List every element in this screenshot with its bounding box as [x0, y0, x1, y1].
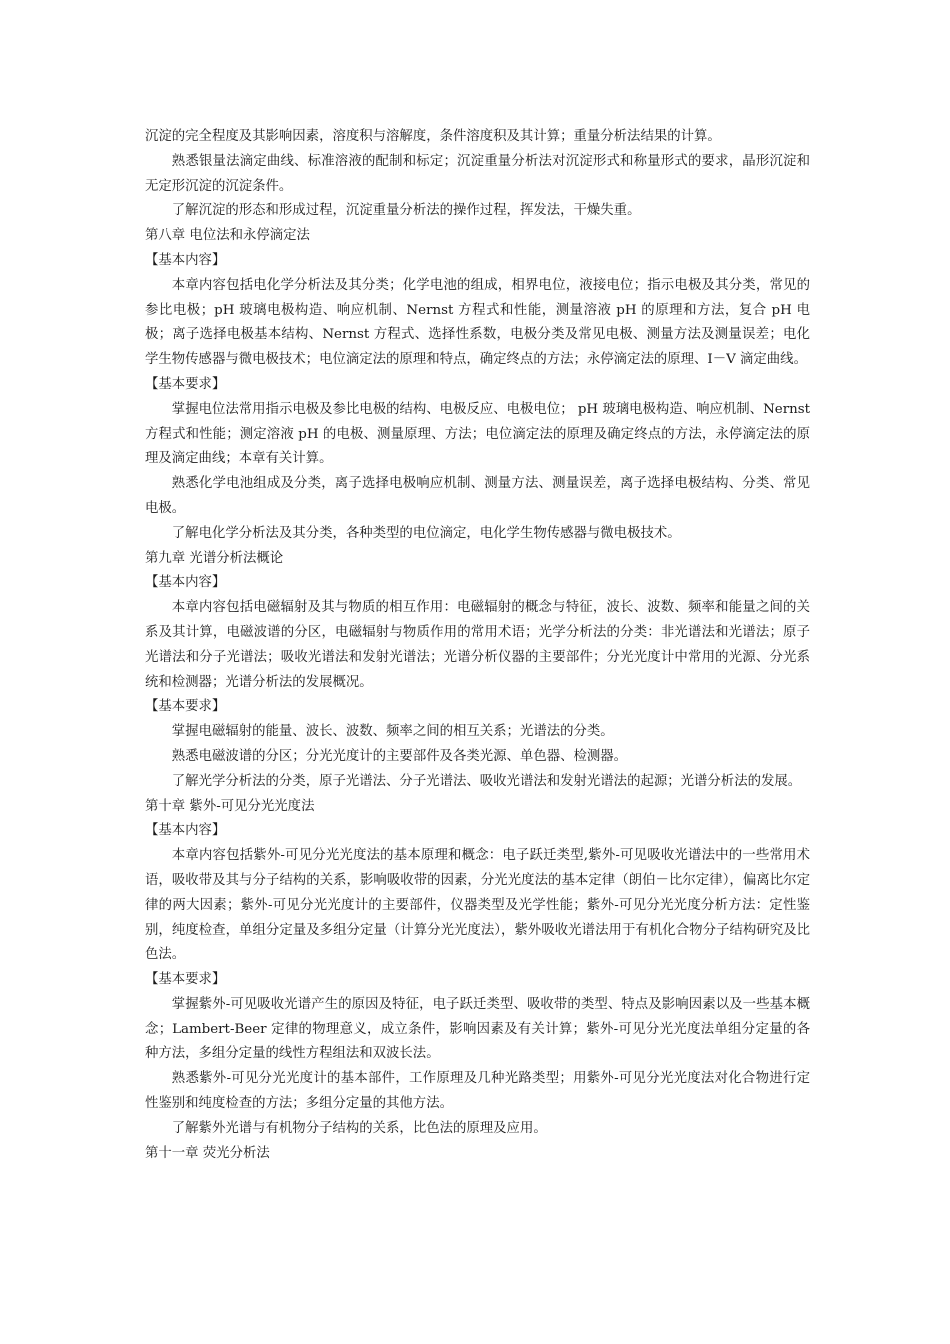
paragraph-ch10-content: 本章内容包括紫外-可见分光光度法的基本原理和概念：电子跃迁类型,紫外-可见吸收光谱法中的一些常用术语，吸收带及其与分子结构的关系，影响吸收带的因素，分光光度法的基本定律（朗伯－比尔定律），偏离比尔定律的两大因素；紫外-可见分光光度计的主要部件，仪器类型及光学性能；紫外-可见分光光度分析方法：定性鉴别，纯度检查，单组分定量及多组分定量（计算分光光度法），紫外吸收光谱法用于有机化合物分子结构研究及比色法。	[145, 848, 810, 963]
paragraph-continuation: 沉淀的完全程度及其影响因素，溶度积与溶解度，条件溶度积及其计算；重量分析法结果的计算。	[145, 129, 721, 144]
paragraph-ch9-familiar: 熟悉电磁波谱的分区；分光光度计的主要部件及各类光源、单色器、检测器。	[171, 748, 628, 764]
section-basic-content: 【基本内容】	[145, 575, 226, 591]
paragraph-ch9-master: 掌握电磁辐射的能量、波长、波数、频率之间的相互关系；光谱法的分类。	[171, 724, 614, 740]
paragraph-ch8-master: 掌握电位法常用指示电极及参比电极的结构、电极反应、电极电位； pH 玻璃电极构造、响应机制、Nernst 方程式和性能；测定溶液 pH 的电极、测量原理、方法；电位滴定法的原理及确定终点的方法，永停滴定法的原理及滴定曲线；本章有关计算。	[145, 401, 810, 467]
chapter-10-title: 第十章 紫外-可见分光光度法	[145, 798, 315, 814]
section-basic-content: 【基本内容】	[145, 823, 226, 839]
chapter-11-title: 第十一章 荧光分析法	[145, 1145, 270, 1161]
document-page	[145, 125, 810, 1166]
paragraph-ch9-content: 本章内容包括电磁辐射及其与物质的相互作用：电磁辐射的概念与特征，波长、波数、频率和能量之间的关系及其计算，电磁波谱的分区，电磁辐射与物质作用的常用术语；光学分析法的分类：非光谱法和光谱法；原子光谱法和分子光谱法；吸收光谱法和发射光谱法；光谱分析仪器的主要部件；分光光度计中常用的光源、分光系统和检测器；光谱分析法的发展概况。	[145, 600, 810, 690]
section-basic-requirements: 【基本要求】	[145, 376, 226, 392]
chapter-8-title: 第八章 电位法和永停滴定法	[145, 228, 310, 244]
paragraph-ch8-content: 本章内容包括电化学分析法及其分类；化学电池的组成，相界电位，液接电位；指示电极及其分类，常见的参比电极；pH 玻璃电极构造、响应机制、Nernst 方程式和性能，测量溶液 pH 的原理和方法，复合 pH 电极；离子选择电极基本结构、Nernst 方程式、选择性系数，电极分类及常见电极、测量方法及测量误差；电化学生物传感器与微电极技术；电位滴定法的原理和特点，确定终点的方法；永停滴定法的原理、I－V 滴定曲线。	[145, 277, 810, 368]
paragraph-understand: 了解沉淀的形态和形成过程，沉淀重量分析法的操作过程，挥发法，干燥失重。	[171, 203, 641, 219]
paragraph-ch8-understand: 了解电化学分析法及其分类，各种类型的电位滴定，电化学生物传感器与微电极技术。	[171, 525, 681, 541]
section-basic-requirements: 【基本要求】	[145, 699, 226, 715]
paragraph-ch9-understand: 了解光学分析法的分类，原子光谱法、分子光谱法、吸收光谱法和发射光谱法的起源；光谱分析法的发展。	[171, 773, 802, 789]
paragraph-familiar: 熟悉银量法滴定曲线、标准溶液的配制和标定；沉淀重量分析法对沉淀形式和称量形式的要求，晶形沉淀和无定形沉淀的沉淀条件。	[145, 153, 810, 194]
paragraph-ch10-master: 掌握紫外-可见吸收光谱产生的原因及特征，电子跃迁类型、吸收带的类型、特点及影响因素以及一些基本概念；Lambert-Beer 定律的物理意义，成立条件，影响因素及有关计算；紫外-可见分光光度法单组分定量的各种方法，多组分定量的线性方程组法和双波长法。	[145, 996, 810, 1062]
section-basic-content: 【基本内容】	[145, 252, 226, 268]
chapter-9-title: 第九章 光谱分析法概论	[145, 550, 284, 566]
paragraph-ch10-understand: 了解紫外光谱与有机物分子结构的关系，比色法的原理及应用。	[171, 1120, 547, 1136]
section-basic-requirements: 【基本要求】	[145, 972, 226, 988]
paragraph-ch10-familiar: 熟悉紫外-可见分光光度计的基本部件，工作原理及几种光路类型；用紫外-可见分光光度法对化合物进行定性鉴别和纯度检查的方法；多组分定量的其他方法。	[145, 1071, 810, 1112]
paragraph-ch8-familiar: 熟悉化学电池组成及分类，离子选择电极响应机制、测量方法、测量误差，离子选择电极结构、分类、常见电极。	[145, 476, 810, 516]
